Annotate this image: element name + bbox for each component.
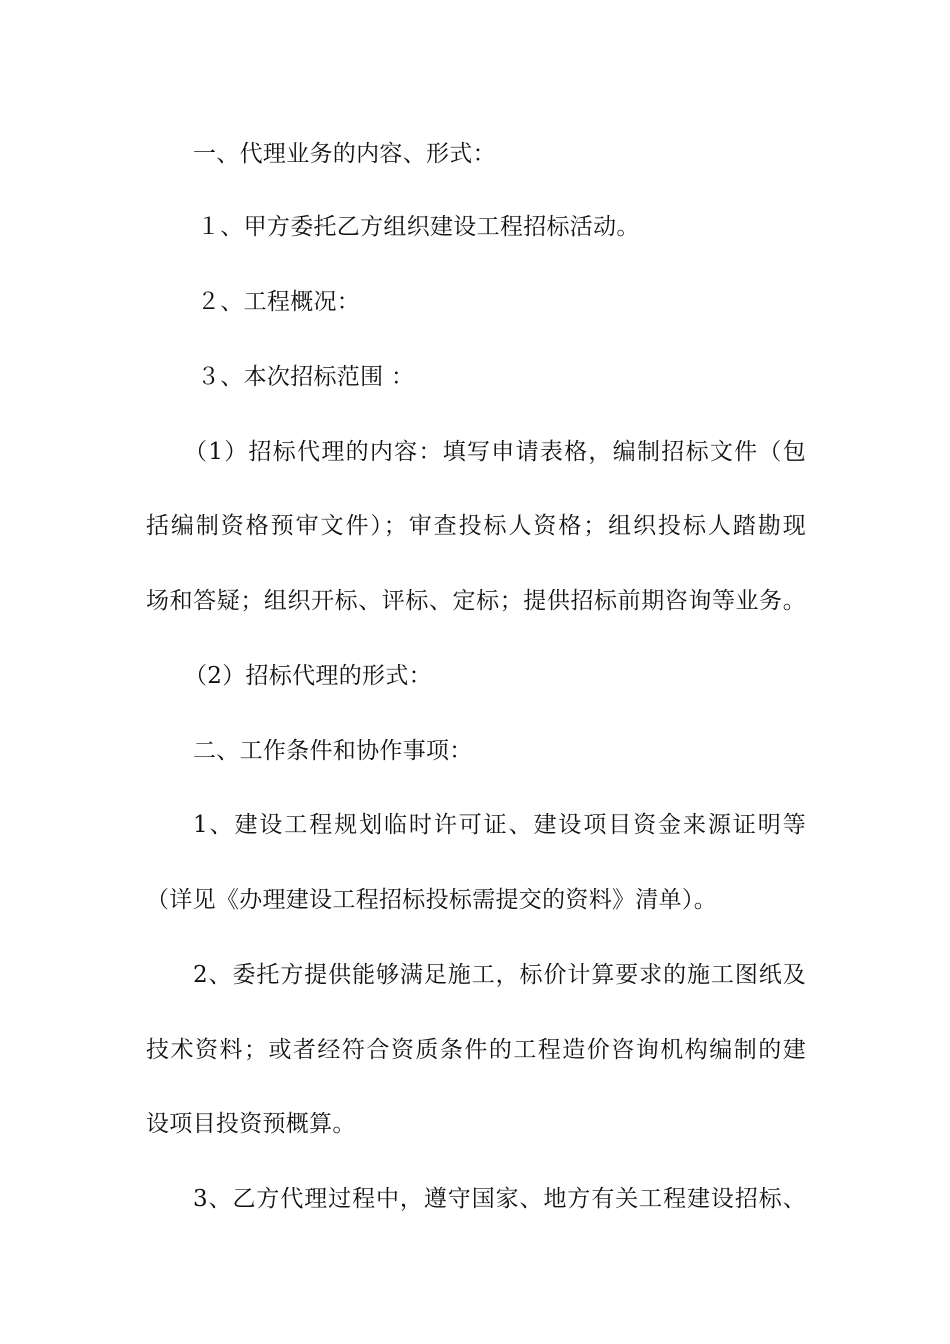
paragraph-line: 场和答疑；组织开标、评标、定标；提供招标前期咨询等业务。: [146, 588, 806, 614]
paragraph-line: 3、乙方代理过程中，遵守国家、地方有关工程建设招标、: [193, 1186, 806, 1212]
paragraph-line: 技术资料；或者经符合资质条件的工程造价咨询机构编制的建: [146, 1037, 806, 1063]
item-2: ２、工程概况：: [197, 289, 361, 315]
item-3: ３、本次招标范围 ：: [197, 364, 415, 390]
section-heading-2: 二、工作条件和协作事项：: [193, 738, 473, 764]
paragraph-line: （详见《办理建设工程招标投标需提交的资料》清单）。: [146, 887, 717, 913]
paragraph-line: 设项目投资预概算。: [146, 1111, 356, 1137]
item-1: １、甲方委托乙方组织建设工程招标活动。: [197, 214, 640, 240]
paragraph-line: 2、委托方提供能够满足施工，标价计算要求的施工图纸及: [193, 962, 806, 988]
section-heading-1: 一、代理业务的内容、形式：: [193, 141, 496, 167]
paragraph-line: 括编制资格预审文件）；审查投标人资格；组织投标人踏勘现: [146, 513, 806, 539]
sub-item-2: （2）招标代理的形式：: [184, 663, 432, 689]
paragraph-line: （1）招标代理的内容：填写申请表格，编制招标文件（包: [184, 439, 806, 465]
paragraph-line: 1、建设工程规划临时许可证、建设项目资金来源证明等: [193, 812, 806, 838]
